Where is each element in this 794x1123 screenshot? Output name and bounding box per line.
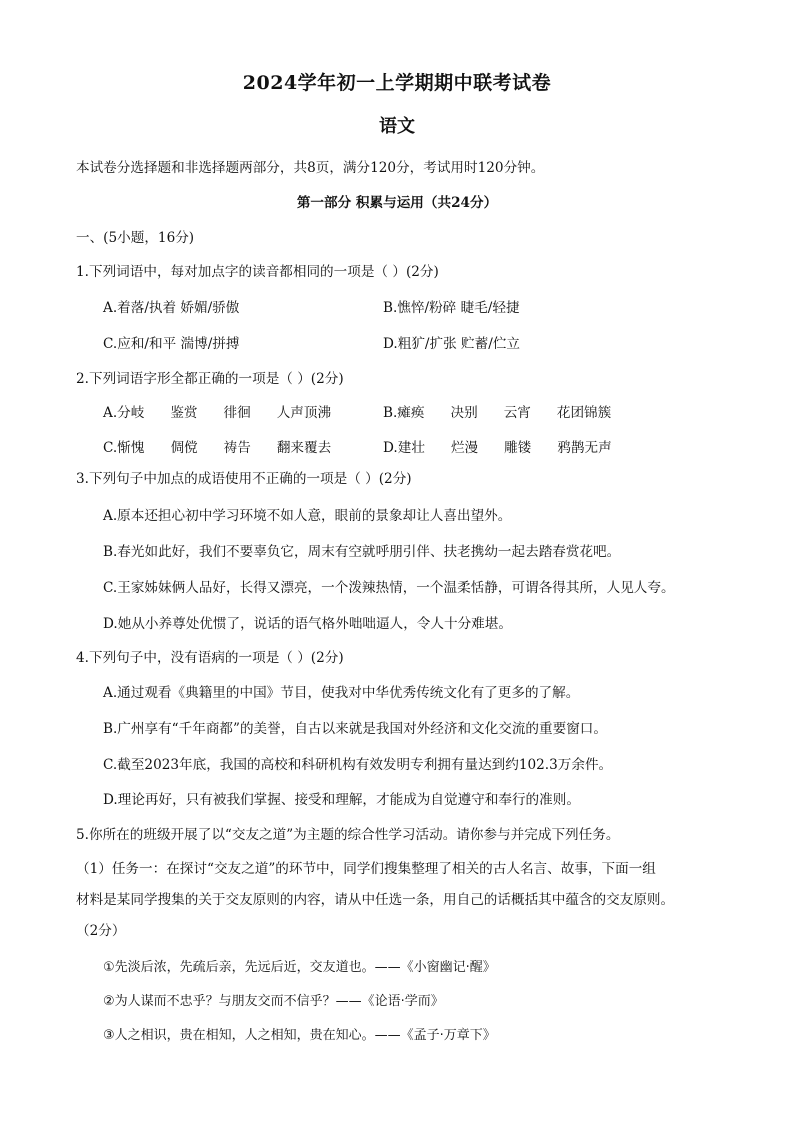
- q2-d-word: 鸦鹊无声: [557, 440, 612, 456]
- part1-heading: 第一部分 积累与运用（共24分）: [296, 195, 498, 211]
- q1-option-b: B.憔悴/粉碎 睫毛/轻捷: [383, 300, 520, 316]
- q1-option-a: A.着落/执着 娇媚/骄傲: [103, 300, 240, 316]
- subject-title: 语文: [379, 116, 415, 137]
- q2-option-c: [103, 438, 357, 458]
- q3-option-a: A.原本还担心初中学习环境不如人意，眼前的景象却让人喜出望外。: [103, 508, 512, 524]
- q2-c-word: 祷告: [223, 440, 251, 456]
- q5-task1-line1: （1）任务一：在探讨“交友之道”的环节中，同学们搜集整理了相关的古人名言、故事，下面一组: [76, 861, 656, 877]
- exam-title: 2024学年初一上学期期中联考试卷: [242, 72, 552, 94]
- q2-option-d: [383, 438, 638, 458]
- q1-option-d: D.粗犷/扩张 贮蓄/伫立: [383, 336, 520, 352]
- q5-task1-line2: 材料是某同学搜集的关于交友原则的内容，请从中任选一条，用自己的话概括其中蕴含的交友原则。: [76, 892, 675, 908]
- q2-c-word: 翻来覆去: [276, 440, 332, 456]
- q3-option-c: C.王家姊妹俩人品好，长得又漂亮，一个泼辣热情，一个温柔恬静，可谓各得其所，人见人夸。: [103, 580, 675, 596]
- q3-option-b: B.春光如此好，我们不要辜负它，周末有空就呼朋引伴、扶老携幼一起去踏春赏花吧。: [103, 544, 621, 560]
- q4-stem: 4.下列句子中，没有语病的一项是（ ）(2分): [76, 650, 344, 666]
- q2-d-word: 烂漫: [450, 440, 479, 456]
- q5-stem: 5.你所在的班级开展了以“交友之道”为主题的综合性学习活动。请你参与并完成下列任务。: [76, 827, 620, 843]
- q2-d-word: D.建壮: [383, 440, 425, 456]
- q2-b-word: 花团锦簇: [556, 405, 612, 421]
- q4-option-b: B.广州享有“千年商都”的美誉，自古以来就是我国对外经济和文化交流的重要窗口。: [103, 721, 607, 737]
- q2-c-word: 倜傥: [170, 440, 198, 456]
- q2-b-word: 云宵: [503, 405, 531, 421]
- q3-stem: 3.下列句子中加点的成语使用不正确的一项是（ ）(2分): [76, 471, 412, 487]
- q1-stem: 1.下列词语中，每对加点字的读音都相同的一项是（ ）(2分): [76, 264, 439, 280]
- q1-option-c: C.应和/和平 湍博/拼搏: [103, 336, 240, 352]
- q5-quote-2: ②为人谋而不忠乎？与朋友交而不信乎？——《论语·学而》: [103, 994, 444, 1009]
- q2-a-word: A.分岐: [103, 405, 145, 421]
- q2-option-b: [383, 403, 637, 423]
- q2-a-word: 徘徊: [223, 405, 251, 421]
- q2-b-word: B.瘫痪: [383, 405, 425, 421]
- q2-c-word: C.惭愧: [103, 440, 145, 456]
- q4-option-d: D.理论再好，只有被我们掌握、接受和理解，才能成为自觉遵守和奉行的准则。: [103, 792, 580, 808]
- q5-task1-line3: （2分）: [76, 923, 126, 939]
- q2-a-word: 人声顶沸: [276, 405, 332, 421]
- q3-option-d: D.她从小养尊处优惯了，说话的语气格外咄咄逼人，令人十分难堪。: [103, 616, 512, 632]
- q4-option-c: C.截至2023年底，我国的高校和科研机构有效发明专利拥有量达到约102.3万余件。: [103, 757, 613, 773]
- section1-heading: 一、(5小题，16分): [76, 230, 195, 246]
- q2-option-a: [103, 403, 357, 423]
- q5-quote-1: ①先淡后浓，先疏后亲，先远后近，交友道也。——《小窗幽记·醒》: [103, 960, 496, 975]
- q2-a-word: 鉴赏: [170, 405, 198, 421]
- q2-stem: 2.下列词语字形全都正确的一项是（ ）(2分): [76, 371, 344, 387]
- q2-d-word: 雕镂: [504, 440, 532, 456]
- q4-option-a: A.通过观看《典籍里的中国》节目，使我对中华优秀传统文化有了更多的了解。: [103, 685, 580, 701]
- intro-text: 本试卷分选择题和非选择题两部分，共8页，满分120分，考试用时120分钟。: [76, 160, 545, 176]
- q2-b-word: 决别: [450, 405, 478, 421]
- q5-quote-3: ③人之相识，贵在相知，人之相知，贵在知心。——《孟子·万章下》: [103, 1028, 496, 1043]
